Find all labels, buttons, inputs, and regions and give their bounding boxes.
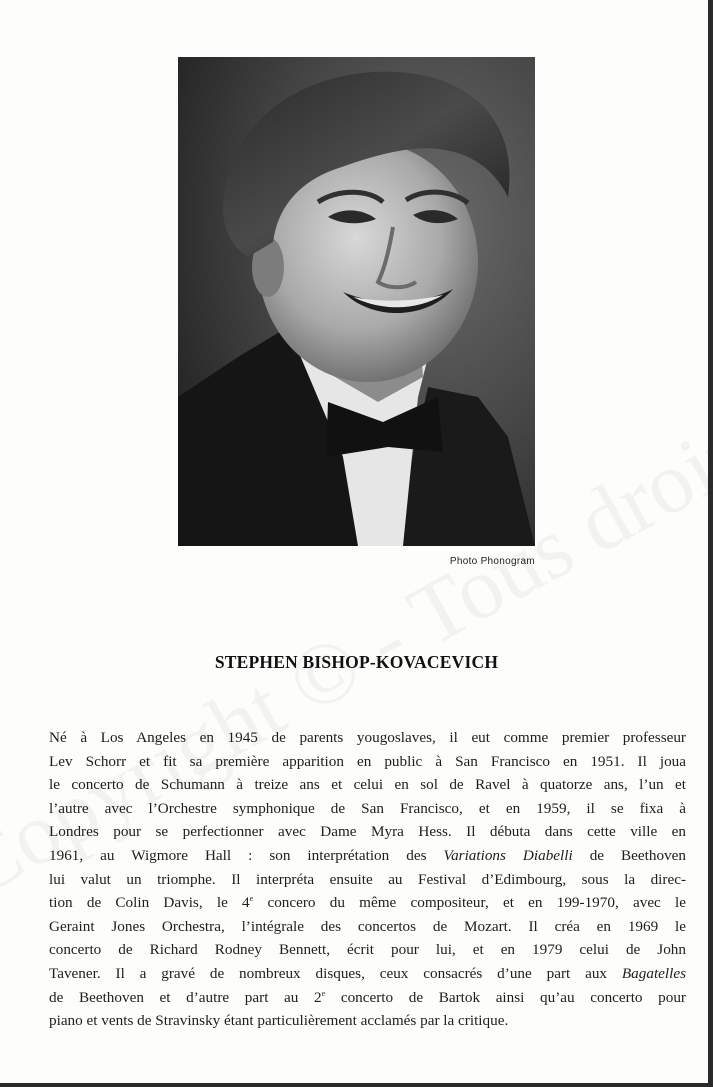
bio-superscript: e: [321, 988, 326, 998]
bio-line: [49, 844, 686, 868]
bio-text: l’autre avec l’Orchestre symphonique de San Francisco, et en 1959, il se fixa à: [49, 799, 686, 817]
bio-line: [49, 986, 686, 1010]
bio-line: [49, 938, 686, 962]
bio-text: concerto de Richard Rodney Bennett, écrit pour lui, et en 1979 celui de John: [49, 941, 686, 959]
bio-line: [49, 891, 686, 915]
bio-line: [49, 726, 686, 750]
bio-italic-title: Variations Diabelli: [443, 846, 573, 864]
artist-photo: [178, 57, 535, 546]
bio-line: [49, 820, 686, 844]
bio-text: tion de Colin Davis, le 4: [49, 894, 250, 912]
bio-line: [49, 915, 686, 939]
bio-text: Londres pour se perfectionner avec Dame Myra Hess. Il débuta dans cette ville en: [49, 823, 686, 841]
bio-text: de Beethoven et d’autre part au 2: [49, 988, 322, 1006]
bio-line: [49, 797, 686, 821]
bio-text: Tavener. Il a gravé de nombreux disques, ceux consacrés d’une part aux: [49, 964, 622, 982]
bio-text: Né à Los Angeles en 1945 de parents yougoslaves, il eut comme premier professeur: [49, 729, 686, 746]
bio-line: [49, 962, 686, 986]
bio-text: Lev Schorr et fit sa première apparition en public à San Francisco en 1951. Il joua: [49, 752, 686, 770]
artist-biography: [49, 726, 686, 1033]
scan-edge-right: [708, 0, 713, 1087]
bio-text: 1961, au Wigmore Hall : son interprétation des: [49, 846, 444, 864]
photo-credit: Photo Phonogram: [449, 556, 535, 567]
bio-text: lui valut un triomphe. Il interpréta ensuite au Festival d’Edimbourg, sous la direc-: [49, 870, 686, 888]
bio-text: le concerto de Schumann à treize ans et celui en sol de Ravel à quatorze ans, l’un et: [49, 776, 686, 794]
artist-name: STEPHEN BISHOP-KOVACEVICH: [214, 652, 499, 672]
bio-text: concero du même compositeur, et en 199-1970, avec le: [253, 894, 686, 912]
bio-line: [49, 868, 686, 892]
scan-edge-bottom: [0, 1083, 713, 1087]
bio-line: [49, 750, 686, 774]
bio-text: de Beethoven: [572, 846, 686, 864]
bio-text: Geraint Jones Orchestra, l’intégrale des concertos de Mozart. Il créa en 1969 le: [49, 917, 686, 935]
bio-italic-title: Bagatelles: [621, 964, 686, 982]
bio-text: concerto de Bartok ainsi qu’au concerto pour: [325, 988, 686, 1006]
bio-superscript: e: [249, 894, 254, 904]
bio-line: [49, 1009, 686, 1033]
bio-text: piano et vents de Stravinsky étant particulièrement acclamés par la critique.: [49, 1012, 509, 1030]
bio-line: [49, 773, 686, 797]
